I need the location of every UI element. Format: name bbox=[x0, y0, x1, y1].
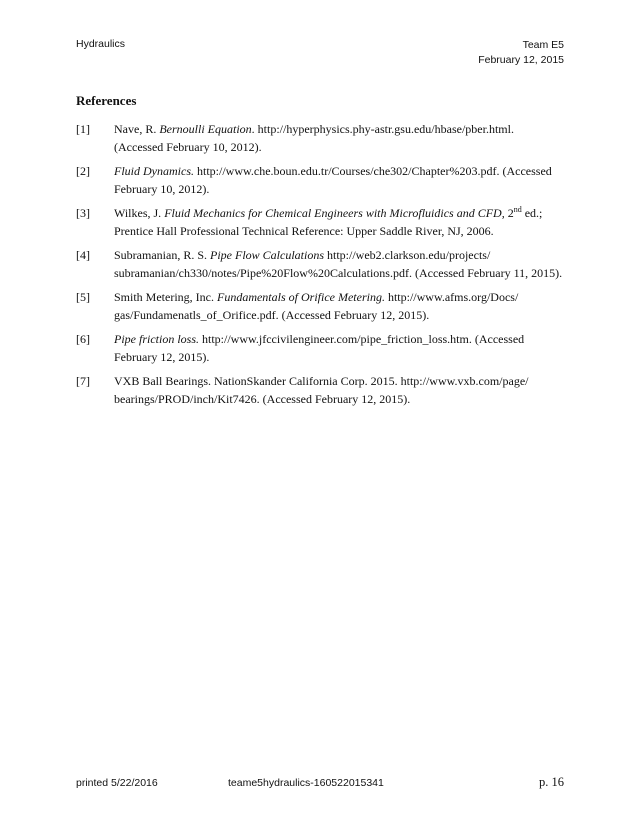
reference-number: [4] bbox=[76, 248, 90, 262]
reference-text: Fluid Dynamics. http://www.che.boun.edu.tr/Courses/che302/Chapter%203.pdf. (Accessed February 10, 2012). bbox=[114, 164, 552, 196]
reference-item bbox=[76, 289, 566, 324]
reference-item bbox=[76, 163, 566, 198]
reference-item bbox=[76, 331, 566, 366]
reference-number: [6] bbox=[76, 332, 90, 346]
header-date: February 12, 2015 bbox=[478, 54, 564, 66]
header-team-date bbox=[478, 38, 564, 68]
reference-text: Wilkes, J. Fluid Mechanics for Chemical Engineers with Microfluidics and CFD, 2nd ed.; Prentice Hall Professional Technical Reference: Upper Saddle River, NJ, 2006. bbox=[114, 205, 543, 238]
reference-number: [7] bbox=[76, 374, 90, 388]
reference-item bbox=[76, 247, 566, 282]
reference-text: Pipe friction loss. http://www.jfccivilengineer.com/pipe_friction_loss.htm. (Accessed February 12, 2015). bbox=[114, 332, 525, 364]
footer-page-number: p. 16 bbox=[539, 775, 564, 789]
header-team: Team E5 bbox=[522, 39, 564, 51]
reference-list bbox=[76, 121, 566, 415]
references-heading: References bbox=[76, 93, 137, 108]
footer-printed-date: printed 5/22/2016 bbox=[76, 777, 158, 789]
footer-filename: teame5hydraulics-160522015341 bbox=[228, 777, 384, 789]
reference-item bbox=[76, 121, 566, 156]
reference-number: [5] bbox=[76, 290, 90, 304]
reference-text: Subramanian, R. S. Pipe Flow Calculations http://web2.clarkson.edu/projects/ subramanian/ch330/notes/Pipe%20Flow%20Calculations.pdf. (Accessed February 11, 2015). bbox=[114, 248, 563, 280]
reference-number: [1] bbox=[76, 122, 90, 136]
reference-number: [3] bbox=[76, 206, 90, 220]
reference-text: Nave, R. Bernoulli Equation. http://hyperphysics.phy-astr.gsu.edu/hbase/pber.html. (Accessed February 10, 2012). bbox=[114, 122, 514, 154]
reference-text: VXB Ball Bearings. NationSkander California Corp. 2015. http://www.vxb.com/page/ bearings/PROD/inch/Kit7426. (Accessed February 12, 2015). bbox=[114, 374, 529, 406]
header-course-title: Hydraulics bbox=[76, 38, 126, 50]
reference-number: [2] bbox=[76, 164, 90, 178]
reference-item bbox=[76, 373, 566, 408]
reference-text: Smith Metering, Inc. Fundamentals of Orifice Metering. http://www.afms.org/Docs/ gas/Fundamenatls_of_Orifice.pdf. (Accessed February 12, 2015). bbox=[114, 290, 519, 322]
reference-item bbox=[76, 205, 566, 240]
